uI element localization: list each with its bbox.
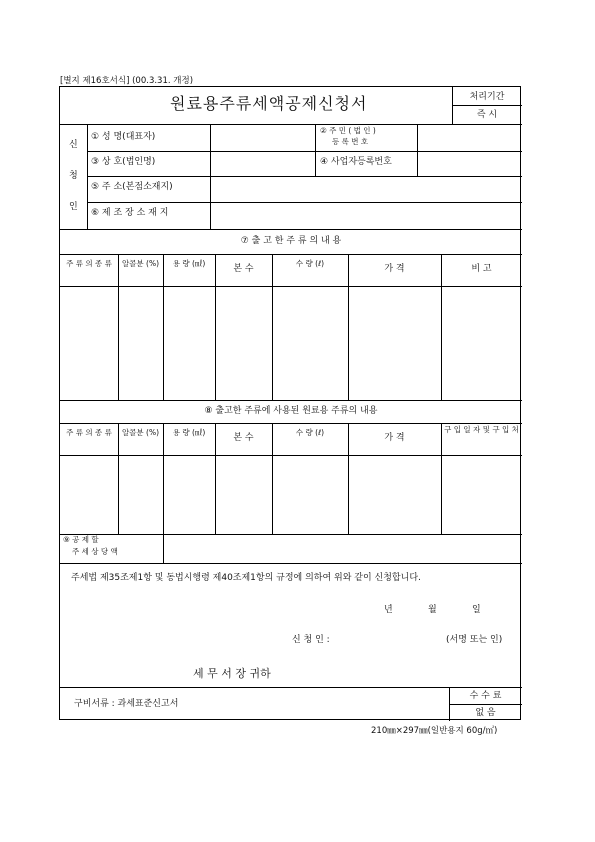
business-no-label: ④ 사업자등록번호: [320, 157, 392, 167]
address-label: ⑤ 주 소(본점소재지): [91, 182, 173, 192]
col-line: [163, 254, 164, 400]
row-line: [60, 254, 522, 255]
col-line: [163, 423, 164, 534]
mid-divider: [417, 124, 418, 176]
processing-period-value: 즉 시: [476, 110, 498, 120]
s7-col-bottles: 본 수: [233, 264, 254, 274]
deduction-label-1: ⑨ 공 제 할: [63, 535, 99, 544]
col-line: [272, 423, 273, 534]
fee-inner-line: [449, 704, 522, 705]
signature-label: 신 청 인 :: [292, 635, 330, 645]
s8-col-bottles: 본 수: [233, 433, 254, 443]
s7-col-quantity: 수 량 (ℓ): [295, 259, 325, 268]
row-line: [60, 286, 522, 287]
row-line: [60, 229, 522, 230]
label-divider: [210, 124, 211, 229]
application-form: [59, 86, 521, 720]
row-line: [60, 563, 522, 564]
deduction-label-2: 주 세 상 당 액: [72, 547, 118, 556]
addressee: 세 무 서 장 귀하: [193, 667, 271, 680]
col-line: [118, 254, 119, 400]
col-line: [272, 254, 273, 400]
row-line: [60, 455, 522, 456]
row-line: [60, 534, 522, 535]
s7-col-alcohol: 알콜분 (%): [121, 259, 160, 268]
form-reference: [별지 제16호서식] (00.3.31. 개정): [60, 76, 194, 86]
date-month: 월: [428, 605, 437, 615]
row-line: [60, 124, 522, 125]
resident-no-label-2: 등 록 번 호: [332, 137, 369, 146]
s7-col-price: 가 격: [384, 264, 405, 274]
name-label: ① 성 명(대표자): [91, 132, 156, 142]
s8-col-liquor-type: 주 류 의 종 류: [66, 428, 112, 437]
s7-col-volume: 용 량 (㎖): [172, 259, 206, 268]
paper-spec: 210㎜×297㎜(일반용지 60g/㎡): [371, 726, 498, 736]
row-line: [60, 400, 522, 401]
s7-col-remarks: 비 고: [471, 264, 492, 274]
date-year: 년: [384, 605, 393, 615]
col-line: [441, 423, 442, 534]
s8-col-volume: 용 량 (㎖): [172, 428, 206, 437]
col-line: [215, 254, 216, 400]
col-line: [118, 423, 119, 534]
processing-divider: [452, 105, 522, 106]
col-line: [348, 254, 349, 400]
form-title: 원료용주류세액공제신청서: [170, 94, 368, 113]
row-line: [87, 202, 522, 203]
processing-period-label: 처리기간: [469, 92, 505, 102]
date-day: 일: [472, 605, 481, 615]
s8-col-purchase-info: 구 입 일 자 및 구 입 처: [444, 425, 519, 434]
mid-divider: [315, 124, 316, 176]
col-line: [441, 254, 442, 400]
applicant-side-label-3: 인: [69, 202, 78, 212]
fee-value: 없 음: [475, 708, 496, 718]
s7-col-liquor-type: 주 류 의 종 류: [66, 259, 112, 268]
row-line: [60, 423, 522, 424]
s8-col-quantity: 수 량 (ℓ): [295, 428, 325, 437]
row-line: [60, 687, 522, 688]
s8-col-alcohol: 알콜분 (%): [121, 428, 160, 437]
resident-no-label-1: ② 주 민 ( 법 인 ): [320, 126, 376, 135]
signature-note: (서명 또는 인): [446, 635, 503, 645]
attachments-label: 구비서류 : 과세표준신고서: [74, 699, 179, 709]
section8-title: ⑧ 출고한 주류에 사용된 원료용 주류의 내용: [204, 406, 378, 416]
application-statement: 주세법 제35조제1항 및 동법시행령 제40조제1항의 규정에 의하여 위와 같이 신청합니다.: [71, 573, 421, 583]
trade-name-label: ③ 상 호(법인명): [91, 157, 156, 167]
section7-title: ⑦ 출 고 한 주 류 의 내 용: [240, 236, 342, 246]
deduction-divider: [163, 534, 164, 563]
row-line: [87, 151, 522, 152]
row-line: [87, 176, 522, 177]
fee-label: 수 수 료: [469, 691, 502, 701]
s8-col-price: 가 격: [384, 433, 405, 443]
applicant-side-label-2: 청: [69, 171, 78, 181]
factory-location-label: ⑥ 제 조 장 소 재 지: [91, 208, 169, 218]
applicant-side-label-1: 신: [69, 140, 78, 150]
